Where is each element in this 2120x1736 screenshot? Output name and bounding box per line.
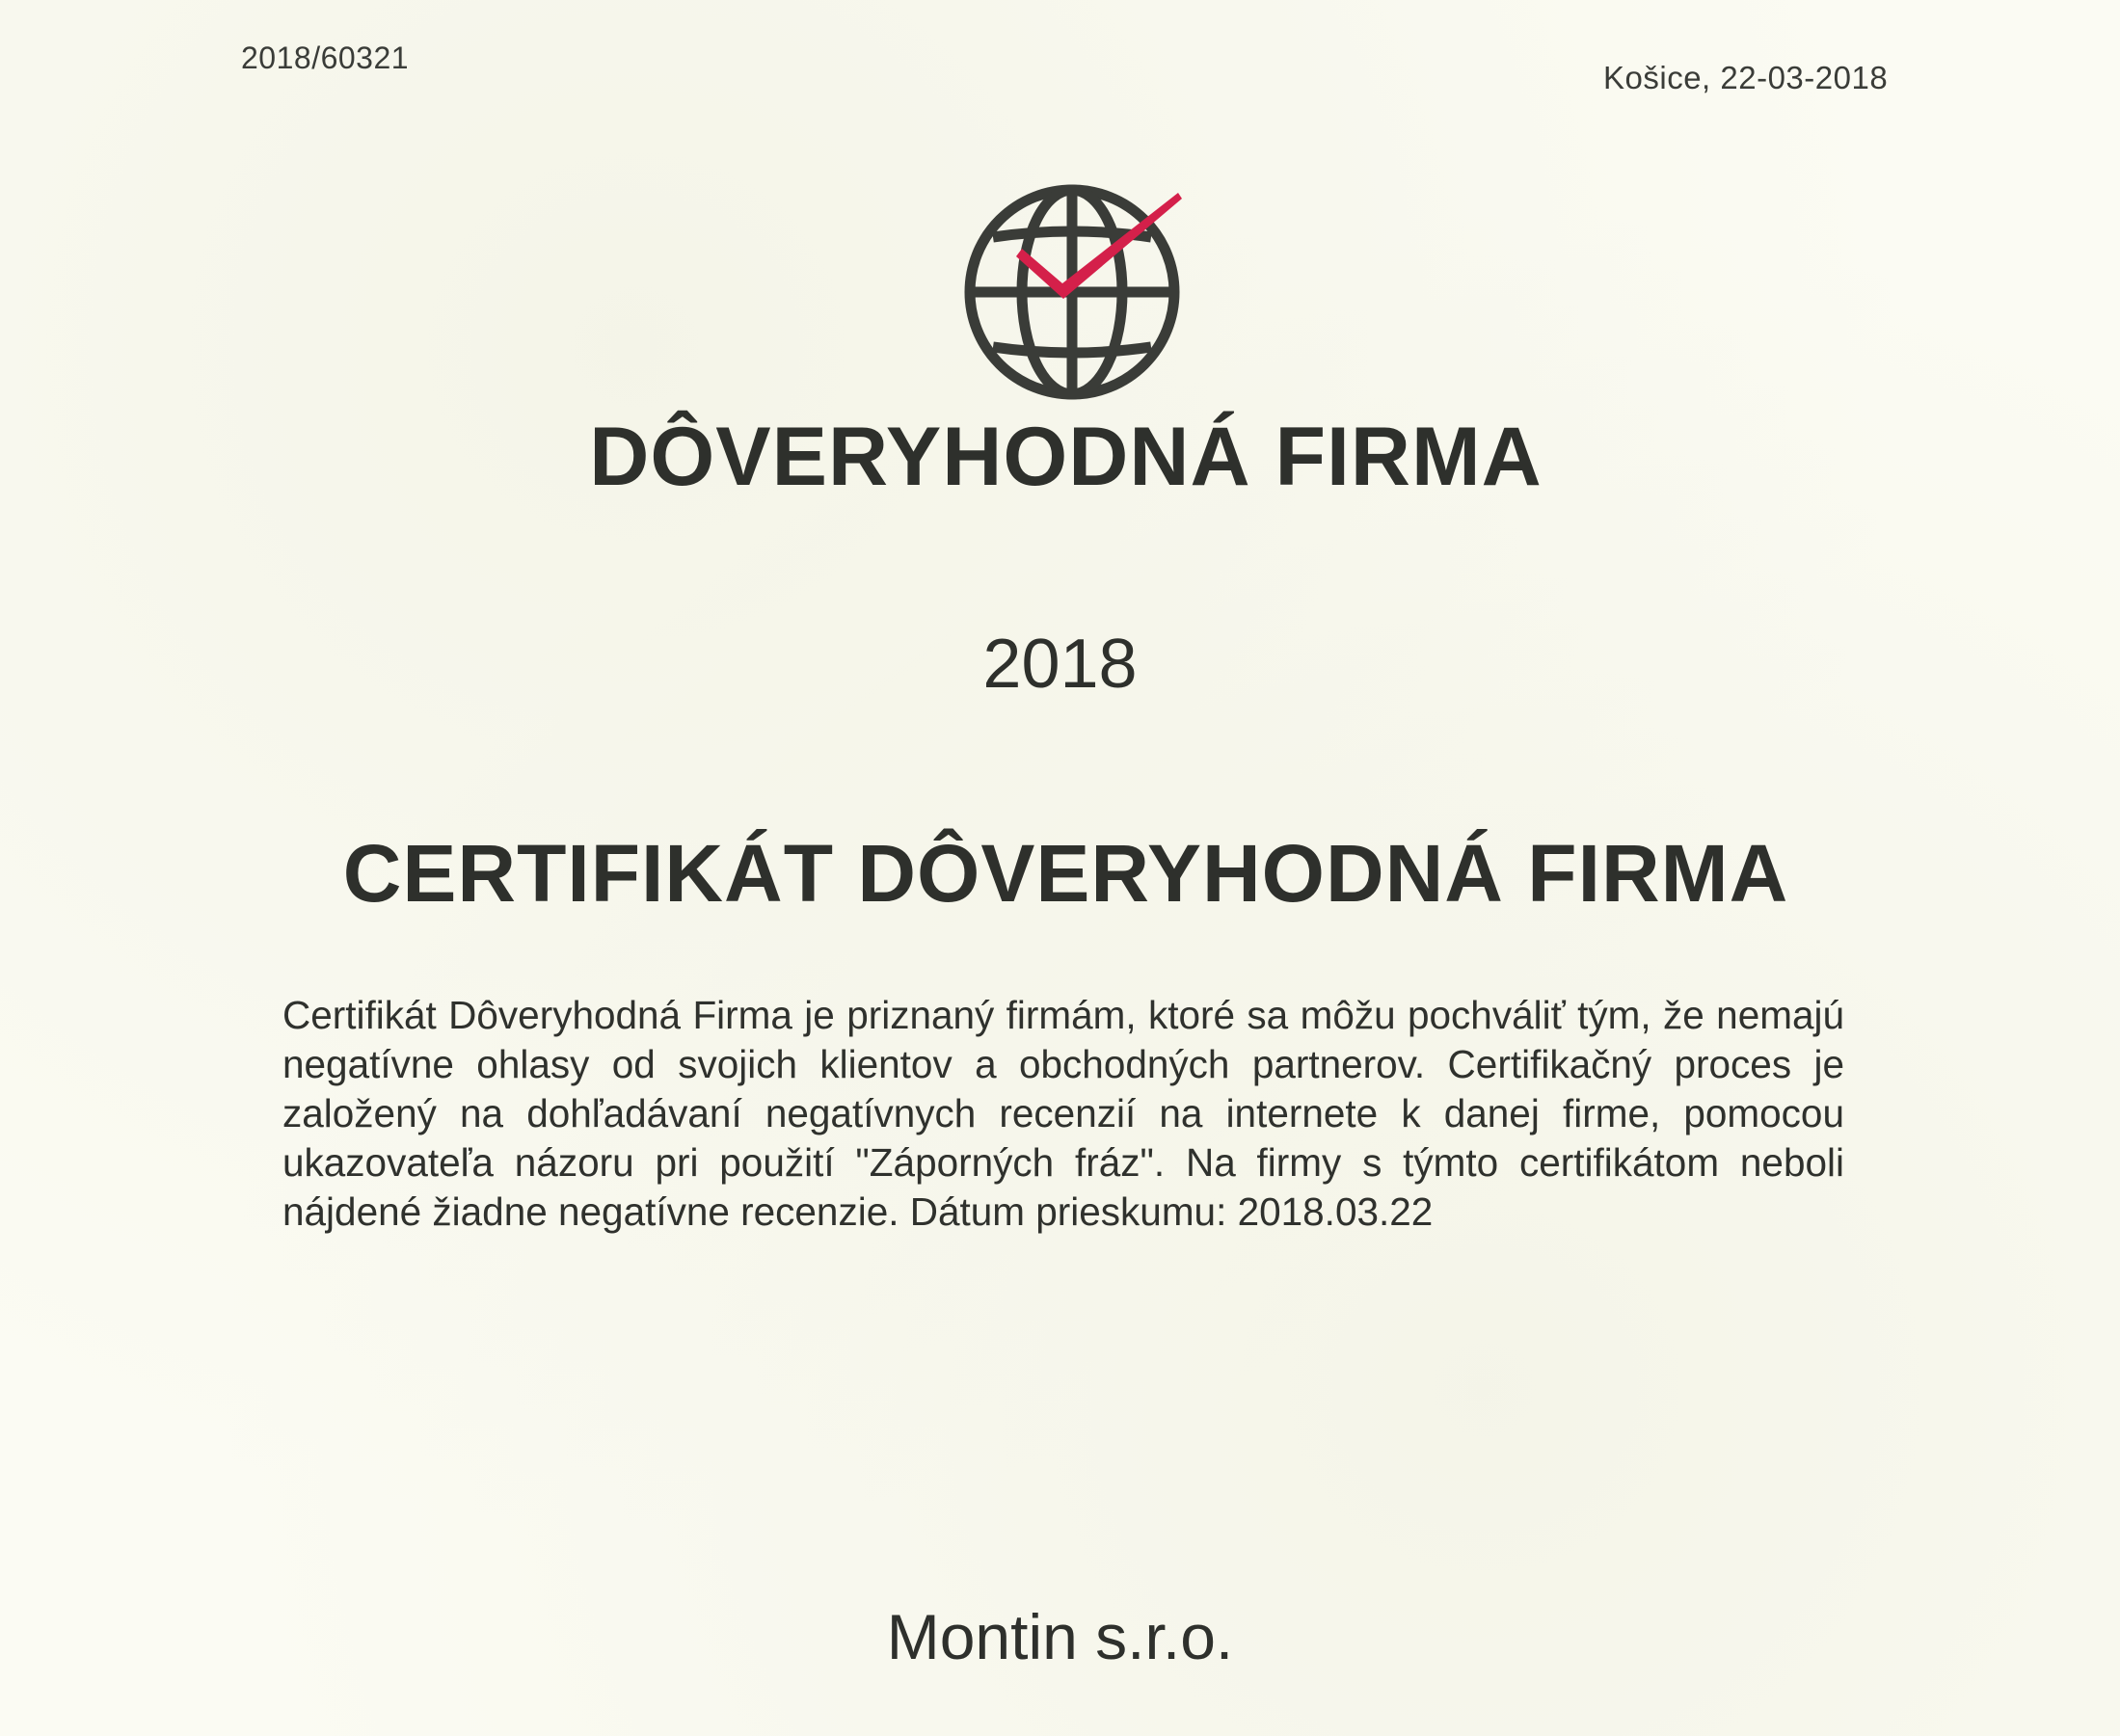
certificate-description: Certifikát Dôveryhodná Firma je priznaný firmám, ktoré sa môžu pochváliť tým, že nemajú negatívne ohlasy od svojich klientov a obchodných partnerov. Certifikačný proces je založený na dohľadávaní negatívnych recenzií na internete k danej firme, pomocou ukazovateľa názoru pri použití "Záporných fráz". Na firmy s týmto certifikátom neboli nájdené žiadne negatívne recenzie. Dátum prieskumu: 2018.03.22: [282, 993, 1844, 1234]
reference-number: 2018/60321: [241, 40, 410, 75]
certificate-title: CERTIFIKÁT DÔVERYHODNÁ FIRMA: [342, 828, 1789, 919]
certificate-year: 2018: [982, 626, 1138, 703]
place-and-date: Košice, 22-03-2018: [1603, 60, 1889, 95]
globe-checkmark-icon: [954, 174, 1195, 405]
brand-name: DÔVERYHODNÁ FIRMA: [589, 411, 1543, 503]
company-name: Montin s.r.o.: [886, 1601, 1234, 1672]
